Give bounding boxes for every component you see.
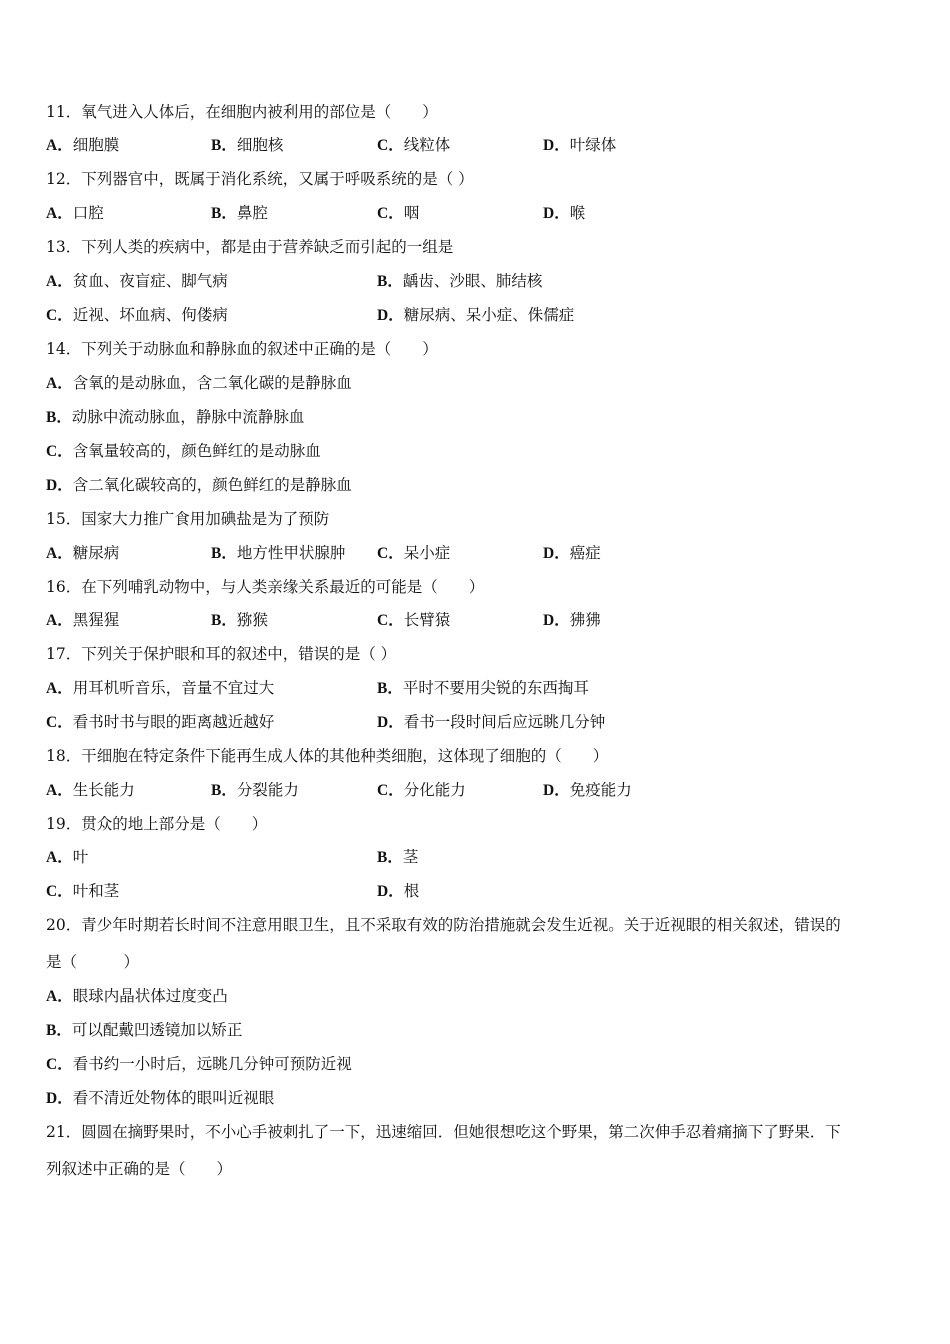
option-a: A．用耳机听音乐，音量不宜过大 <box>46 679 275 697</box>
option-d: D．根 <box>377 882 420 900</box>
option-d: D．免疫能力 <box>543 781 632 799</box>
option-c: C．长臂猿 <box>377 611 451 629</box>
option-c: C．分化能力 <box>377 781 466 799</box>
option-a: A．黑猩猩 <box>46 611 120 629</box>
question-13-stem: 13．下列人类的疾病中，都是由于营养缺乏而引起的一组是 <box>46 238 454 256</box>
option-c: C．看书时书与眼的距离越近越好 <box>46 713 275 731</box>
option-b: B．龋齿、沙眼、肺结核 <box>377 272 543 290</box>
option-d: D．狒狒 <box>543 611 601 629</box>
option-d: D．糖尿病、呆小症、侏儒症 <box>377 306 575 324</box>
question-17-stem: 17．下列关于保护眼和耳的叙述中，错误的是（ ） <box>46 645 397 663</box>
option-b: B．平时不要用尖锐的东西掏耳 <box>377 679 589 697</box>
option-a: A．叶 <box>46 848 89 866</box>
option-b: B．地方性甲状腺肿 <box>211 544 346 562</box>
option-a: A．糖尿病 <box>46 544 120 562</box>
option-c: C．叶和茎 <box>46 882 120 900</box>
question-21-stem-cont: 列叙述中正确的是（ ） <box>46 1160 233 1178</box>
option-b: B．分裂能力 <box>211 781 299 799</box>
option-a: A．生长能力 <box>46 781 135 799</box>
question-15-stem: 15．国家大力推广食用加碘盐是为了预防 <box>46 510 330 528</box>
option-a: A．口腔 <box>46 204 104 222</box>
option-c: C．含氧量较高的，颜色鲜红的是动脉血 <box>46 442 321 460</box>
option-c: C．近视、坏血病、佝偻病 <box>46 306 228 324</box>
question-14-stem: 14．下列关于动脉血和静脉血的叙述中正确的是（ ） <box>46 340 438 358</box>
option-d: D．看书一段时间后应远眺几分钟 <box>377 713 606 731</box>
question-16-stem: 16．在下列哺乳动物中，与人类亲缘关系最近的可能是（ ） <box>46 578 485 596</box>
option-a: A．贫血、夜盲症、脚气病 <box>46 272 228 290</box>
option-b: B．鼻腔 <box>211 204 268 222</box>
option-d: D．看不清近处物体的眼叫近视眼 <box>46 1089 275 1107</box>
option-a: A．眼球内晶状体过度变凸 <box>46 987 228 1005</box>
option-b: B．茎 <box>377 848 419 866</box>
question-11-stem: 11．氧气进入人体后，在细胞内被利用的部位是（ ） <box>46 103 438 121</box>
option-c: C．看书约一小时后，远眺几分钟可预防近视 <box>46 1055 352 1073</box>
option-c: C．呆小症 <box>377 544 451 562</box>
option-a: A．细胞膜 <box>46 136 120 154</box>
question-12-stem: 12．下列器官中，既属于消化系统，又属于呼吸系统的是（ ） <box>46 170 474 188</box>
option-b: B．细胞核 <box>211 136 284 154</box>
option-b: B．猕猴 <box>211 611 268 629</box>
question-20-stem-cont: 是（ ） <box>46 953 140 971</box>
option-d: D．喉 <box>543 204 586 222</box>
option-b: B．可以配戴凹透镜加以矫正 <box>46 1021 243 1039</box>
question-21-stem: 21．圆圆在摘野果时，不小心手被刺扎了一下，迅速缩回．但她很想吃这个野果，第二次伸手忍着痛摘下了野果．下 <box>46 1123 841 1141</box>
question-19-stem: 19．贯众的地上部分是（ ） <box>46 815 268 833</box>
option-c: C．线粒体 <box>377 136 451 154</box>
option-a: A．含氧的是动脉血，含二氧化碳的是静脉血 <box>46 374 352 392</box>
option-c: C．咽 <box>377 204 420 222</box>
question-18-stem: 18．干细胞在特定条件下能再生成人体的其他种类细胞，这体现了细胞的（ ） <box>46 747 609 765</box>
option-b: B．动脉中流动脉血，静脉中流静脉血 <box>46 408 305 426</box>
question-20-stem: 20．青少年时期若长时间不注意用眼卫生，且不采取有效的防治措施就会发生近视。关于近视眼的相关叙述，错误的 <box>46 916 841 934</box>
option-d: D．癌症 <box>543 544 601 562</box>
option-d: D．含二氧化碳较高的，颜色鲜红的是静脉血 <box>46 476 352 494</box>
option-d: D．叶绿体 <box>543 136 617 154</box>
